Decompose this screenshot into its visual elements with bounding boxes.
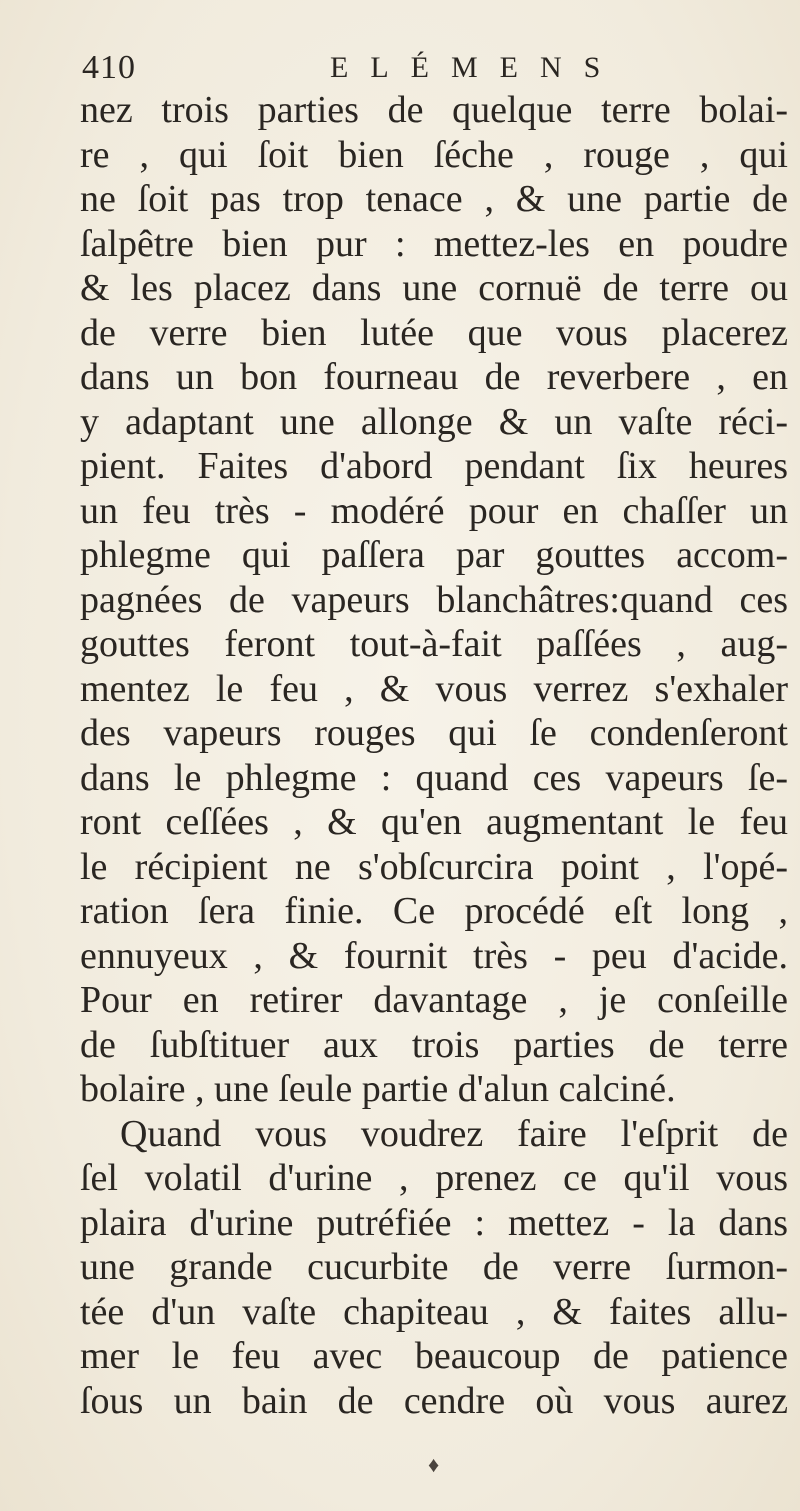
text-line: pagnées de vapeurs blanchâtres:quand ces: [80, 578, 788, 621]
text-line: ront ceſſées , & qu'en augmentant le feu: [80, 801, 788, 843]
text-line: ſalpêtre bien pur : mettez-les en poudre: [80, 222, 788, 265]
text-line: une grande cucurbite de verre ſurmon-: [80, 1246, 788, 1288]
text-line: pient. Faites d'abord pendant ſix heures: [80, 445, 788, 487]
running-title: ELÉMENS: [330, 51, 623, 84]
paragraph-2: [80, 1112, 788, 1424]
text-line: de verre bien lutée que vous placerez: [80, 311, 788, 354]
text-line: des vapeurs rouges qui ſe condenſeront: [80, 712, 788, 754]
text-line: dans un bon fourneau de reverbere , en: [80, 356, 788, 398]
text-line: mer le feu avec beaucoup de patience: [80, 1335, 788, 1377]
text-line: de ſubſtituer aux trois parties de terre: [80, 1023, 788, 1066]
text-line: ſel volatil d'urine , prenez ce qu'il vous: [80, 1157, 788, 1199]
text-line: ration ſera finie. Ce procédé eſt long ,: [80, 890, 788, 932]
text-line: ennuyeux , & fournit très - peu d'acide.: [80, 934, 788, 977]
body-text: [80, 88, 788, 1423]
text-line: mentez le feu , & vous verrez s'exhaler: [80, 667, 788, 710]
text-line: y adaptant une allonge & un vaſte réci-: [80, 400, 788, 443]
text-line: un feu très - modéré pour en chaſſer un: [80, 489, 788, 532]
page-header: [80, 44, 800, 92]
text-line: Quand vous voudrez faire l'eſprit de: [120, 1112, 788, 1155]
text-line: Pour en retirer davantage , je conſeille: [80, 979, 788, 1021]
page-number: 410: [82, 49, 136, 86]
text-line: le récipient ne s'obſcurcira point , l'opé-: [80, 845, 788, 888]
text-line: re , qui ſoit bien ſéche , rouge , qui: [80, 133, 788, 176]
paragraph-1: [80, 88, 788, 1112]
text-line: tée d'un vaſte chapiteau , & faites allu-: [80, 1290, 788, 1333]
text-line: bolaire , une ſeule partie d'alun calciné.: [80, 1068, 676, 1110]
text-line: phlegme qui paſſera par gouttes accom-: [80, 534, 788, 576]
text-line: & les placez dans une cornuë de terre ou: [80, 267, 788, 309]
text-line: ſous un bain de cendre où vous aurez: [80, 1379, 788, 1422]
text-line: gouttes feront tout-à-fait paſſées , aug-: [80, 623, 788, 665]
text-line: dans le phlegme : quand ces vapeurs ſe-: [80, 756, 788, 799]
text-line: plaira d'urine putréfiée : mettez - la dans: [80, 1201, 788, 1244]
footer-ornament: ♦: [428, 1452, 440, 1477]
text-line: ne ſoit pas trop tenace , & une partie de: [80, 178, 788, 220]
text-line: nez trois parties de quelque terre bolai-: [80, 89, 788, 131]
